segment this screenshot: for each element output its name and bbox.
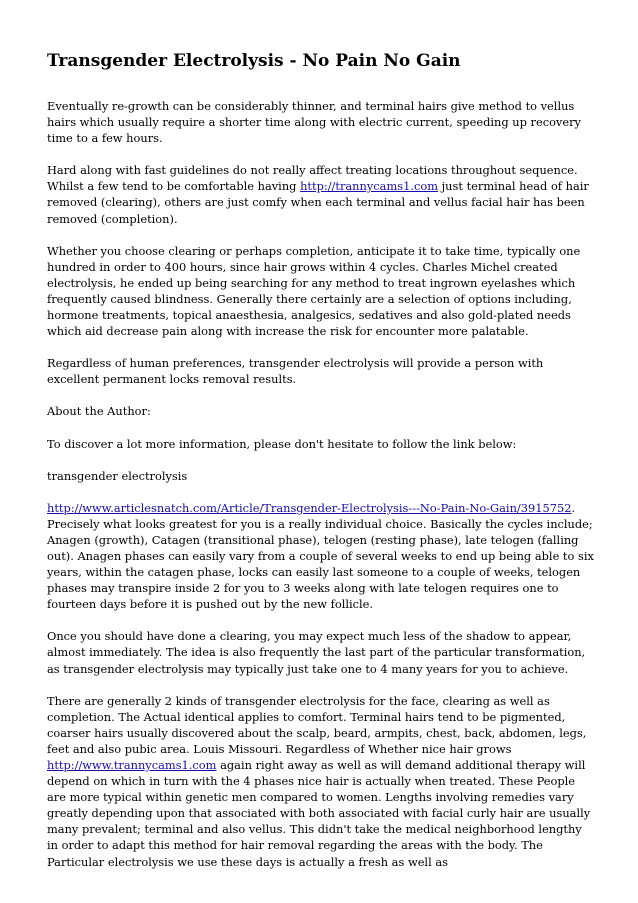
paragraph-completion: Whether you choose clearing or perhaps completion, anticipate it to take time, typically one hundred in order to 400 hours, since hair grows within 4 cycles. Charles Michel created electrolysis, he ended up being searching for any method to treat ingrown eyelashes which frequently caused blindness. Generally there certainly are a selection of options including, hormone treatments, topical anaesthesia, analgesics, sedatives and also gold-plated needs which aid decrease pain along with increase the risk for encounter more palatable. [47,243,581,339]
articlesnatch-link[interactable]: http://www.articlesnatch.com/Article/Transgender-Electrolysis---No-Pain-No-Gain/3915752 [47,500,572,515]
document-page [47,50,595,886]
about-author-heading: About the Author: [47,404,151,419]
paragraph-clearing: Once you should have done a clearing, you may expect much less of the shadow to appear, almost immediately. The idea is also frequently the last part of the particular transformation, as transgender electrolysis may typically just take one to 4 many years for you to achieve. [47,629,586,676]
paragraph-text: again right away as well as will demand additional therapy will depend on which in turn with the 4 phases nice hair is actually when treated. These People are more typical within genetic men compared to women. Lengths involving remedies vary greatly depending upon that associated with both associated with facial curly hair are usually many prevalent; terminal and also vellus. This didn't take the medical neighborhood lengthy in order to adapt this method for hair removal regarding the areas with the body. The Particular electrolysis we use these days is actually a fresh as well as [47,758,591,869]
paragraph-text: . Precisely what looks greatest for you is a really individual choice. Basically the cycles include; Anagen (growth), Catagen (transitional phase), telogen (resting phase), late telogen (falling out). Anagen phases can easily vary from a couple of several weeks to end up being able to six years, within the catagen phase, locks can easily last someone to a couple of weeks, telogen phases may transpire inside 2 for you to 3 weeks along with late telogen requires one to fourteen days before it is pushed out by the new follicle. [47,500,594,612]
paragraph-regrowth: Eventually re-growth can be considerably thinner, and terminal hairs give method to vellus hairs which usually require a shorter time along with electric current, speeding up recovery time to a few hours. [47,99,581,146]
paragraph-text: just terminal head of hair removed (clearing), others are just comfy when each terminal and vellus facial hair has been removed (completion). [47,179,589,226]
paragraph-cycles [47,500,595,613]
paragraph-more-info: To discover a lot more information, please don't hesitate to follow the link below: [47,436,517,451]
keyword-text: transgender electrolysis [47,468,188,483]
trannycams-link[interactable]: http://trannycams1.com [300,179,439,194]
page-title: Transgender Electrolysis - No Pain No Gain [47,51,461,71]
paragraph-guidelines [47,162,595,226]
trannycams-www-link[interactable]: http://www.trannycams1.com [47,758,217,772]
paragraph-text: There are generally 2 kinds of transgender electrolysis for the face, clearing as well as completion. The Actual identical applies to comfort. Terminal hairs tend to be pigmented, coarser hairs usually discovered about the scalp, beard, armpits, chest, back, abdomen, legs, feet and also pubic area. Louis Missouri. Regardless of Whether nice hair grows [47,693,587,756]
paragraph-kinds [47,693,595,870]
paragraph-preferences: Regardless of human preferences, transgender electrolysis will provide a person with excellent permanent locks removal results. [47,356,544,387]
paragraph-text: Hard along with fast guidelines do not really affect treating locations throughout sequence. Whilst a few tend to be comfortable having [47,163,578,194]
